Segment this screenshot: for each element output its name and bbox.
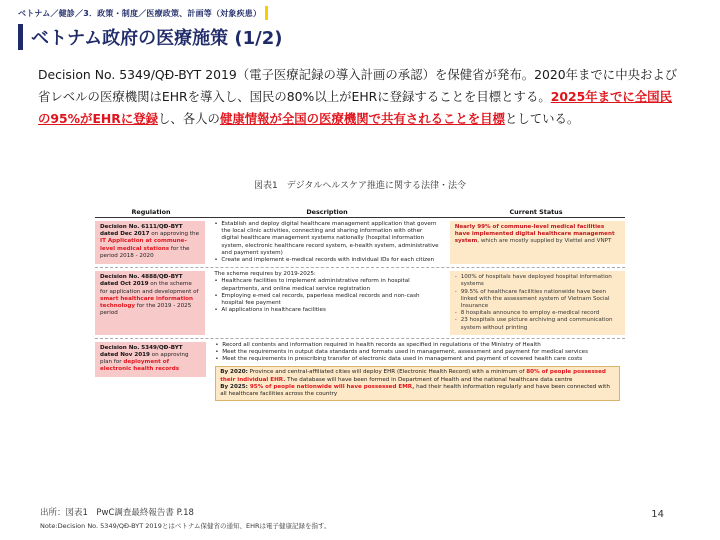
- target-box: [215, 366, 620, 401]
- table-row: [95, 218, 625, 268]
- header-status: Current Status: [509, 208, 563, 216]
- body-paragraph: [38, 64, 678, 130]
- regulation-highlight: IT Application at commune-level medical stations: [100, 238, 187, 252]
- regulation-text: on approving plan for: [100, 352, 189, 366]
- target-highlight: 80% of people possessed their individual EHR.: [220, 369, 606, 383]
- description-item: • Meet the requirements in prescribing transfer of electronic data used in management and payment of covered health care costs: [215, 356, 620, 363]
- status-cell: [450, 271, 625, 335]
- breadcrumb-accent-bar: [265, 6, 268, 20]
- status-cell: [450, 221, 625, 264]
- description-cell: [210, 339, 625, 404]
- description-item: • Establish and deploy digital healthcare management application that govern the local clinic activities, connecting and sharing information with other digital healthcare management systems nationally (hospital information system, electronic healthcare record system, e-health system, administrative and payment system): [214, 221, 440, 257]
- highlight-target-2025: 2025年までに全国民の95%がEHRに登録: [38, 89, 672, 126]
- regulation-text: for the period 2018 - 2020: [100, 245, 190, 259]
- regulation-table: [95, 207, 625, 404]
- target-highlight: 95% of people nationwide will have possessed EMR,: [247, 383, 415, 390]
- table-row: [95, 339, 625, 404]
- title-area: [18, 24, 282, 50]
- table-header: [95, 207, 625, 218]
- footnote: Note:Decision No. 5349/QĐ-BYT 2019とはベトナム保健省の通知、EHRは電子健康記録を指す。: [40, 522, 331, 530]
- regulation-title: Decision No. 5349/QĐ-BYT dated Nov 2019: [100, 344, 183, 359]
- target-label: By 2025:: [220, 383, 248, 390]
- regulation-cell: [95, 342, 206, 377]
- regulation-title: Decision No. 6111/QĐ-BYT dated Dec 2017: [100, 224, 183, 238]
- page-number: 14: [651, 509, 664, 520]
- regulation-text: on approving the: [149, 231, 200, 238]
- target-label: By 2020:: [220, 369, 248, 376]
- regulation-highlight: smart healthcare information technology: [100, 295, 193, 310]
- highlight-info-sharing: 健康情報が全国の医療機関で共有されることを目標: [219, 111, 505, 126]
- target-2020: [220, 369, 615, 383]
- target-text: had their health information regularly and have been connected with all healthcare facilities across the country: [220, 383, 610, 398]
- target-text: Province and central-affiliated cities will deploy EHR (Electronic Health Record) with a minimum of: [247, 369, 527, 376]
- description-item: • Create and implement e-medical records with individual IDs for each citizen: [214, 257, 440, 264]
- body-text-1: Decision No. 5349/QĐ-BYT 2019（電子医療記録の導入計画の承認）を保健省が発布。2020年までに中央および省レベルの医療機関はEHRを導入し、国民の80%以上がEHRに登録することを目標とする。: [38, 67, 678, 104]
- status-item: - 8 hospitals announce to employ e-medical record: [455, 310, 620, 317]
- body-text-2: し、各人の: [158, 111, 220, 126]
- status-item: - 23 hospitals use picture archiving and communication system without printing: [455, 317, 620, 331]
- regulation-title: Decision No. 4888/QĐ-BYT dated Oct 2019: [100, 274, 183, 288]
- regulation-text: on the scheme for application and development of: [100, 281, 199, 295]
- regulation-highlight: deployment of electronic health records: [100, 359, 180, 373]
- title-accent-bar: [18, 24, 23, 50]
- header-regulation: Regulation: [131, 208, 171, 216]
- status-highlight: Nearly 99% of commune-level medical facilities have implemented digital healthcare management system: [454, 224, 615, 245]
- description-intro: The scheme requires by 2019-2025:: [214, 271, 316, 278]
- body-text-3: としている。: [504, 111, 580, 126]
- description-cell: [209, 218, 445, 267]
- target-2025: [220, 384, 615, 398]
- status-item: - 100% of hospitals have deployed hospital information systems: [455, 274, 620, 288]
- header-description: Description: [306, 208, 348, 216]
- breadcrumb-area: [18, 6, 268, 20]
- target-text: The database will have been formed in Department of Health and the national healthcare data centre: [285, 376, 573, 383]
- regulation-text: for the 2019 - 2025 period: [100, 303, 192, 317]
- description-item: • Healthcare facilities to implement administrative reform in hospital departments, and online medical service registration: [214, 278, 440, 292]
- status-item: - 99.5% of healthcare facilities nationwide have been linked with the assessment system of Vietnam Social Insurance: [455, 289, 620, 311]
- description-item: • AI applications in healthcare facilities: [214, 307, 440, 314]
- description-item: • Meet the requirements in output data standards and formats used in management, assessment and payment for medical services: [215, 349, 620, 356]
- table-row: [95, 268, 625, 339]
- regulation-cell: [95, 271, 205, 335]
- breadcrumb: ベトナム／健診／3．政策・制度／医療政策、計画等（対象疾患）: [18, 8, 262, 18]
- source-citation: 出所：図表1 PwC調査最終報告書 P.18: [40, 508, 194, 518]
- description-item: • Employing e-med cal records, paperless medical records and non-cash hospital fee payment: [214, 293, 440, 307]
- figure-caption: 図表1 デジタルヘルスケア推進に関する法律・法令: [254, 181, 466, 191]
- description-item: • Record all contents and information required in health records as specified in regulations of the Ministry of Health: [215, 342, 620, 349]
- status-text: , which are mostly supplied by Viettel and VNPT: [477, 238, 612, 245]
- description-cell: [209, 268, 445, 338]
- page-title: ベトナム政府の医療施策 (1/2): [31, 28, 283, 49]
- regulation-cell: [95, 221, 205, 264]
